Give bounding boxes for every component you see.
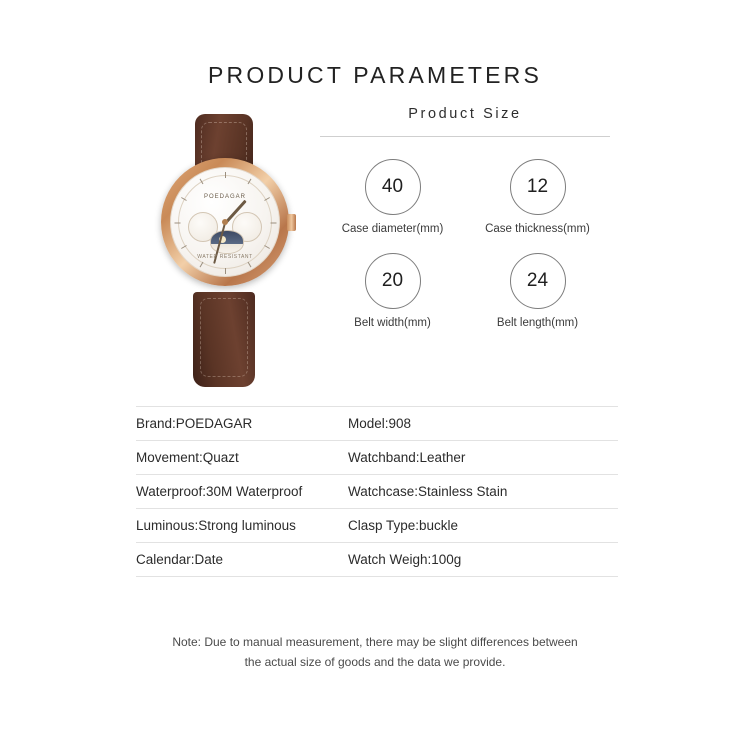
size-item-case-thickness (465, 159, 610, 235)
watch-dial (170, 167, 280, 277)
spec-brand: Brand:POEDAGAR (136, 416, 253, 431)
size-value-circle: 24 (510, 253, 566, 309)
spec-luminous: Luminous:Strong luminous (136, 518, 296, 533)
spec-model: Model:908 (348, 416, 412, 431)
product-size-section (320, 106, 610, 329)
size-item-label: Case thickness(mm) (485, 223, 590, 235)
size-item-label: Case diameter(mm) (341, 223, 444, 235)
watch-case (161, 158, 289, 286)
dial-tick (264, 245, 270, 249)
size-value-circle: 40 (365, 159, 421, 215)
dial-tick (248, 262, 252, 268)
watch-crown-icon (287, 214, 296, 231)
dial-tick (200, 262, 204, 268)
dial-tick (271, 223, 277, 224)
spec-watch-weight: Watch Weigh:100g (348, 552, 462, 567)
product-size-grid (320, 159, 610, 329)
size-item-belt-width (320, 253, 465, 329)
size-value-circle: 20 (365, 253, 421, 309)
spec-clasp-type: Clasp Type:buckle (348, 518, 459, 533)
table-row (136, 475, 618, 509)
note-line-2: the actual size of goods and the data we provide. (244, 655, 506, 669)
size-item-case-diameter (320, 159, 465, 235)
table-row (136, 543, 618, 577)
dial-center-cap (222, 219, 228, 225)
page-title: PRODUCT PARAMETERS (207, 62, 543, 88)
dial-tick (225, 268, 226, 274)
table-row (136, 441, 618, 475)
spec-calendar: Calendar:Date (136, 552, 224, 567)
watch-strap-bottom (193, 292, 255, 387)
spec-movement: Movement:Quazt (136, 450, 239, 465)
size-value-circle: 12 (510, 159, 566, 215)
measurement-note (0, 632, 750, 672)
spec-watchband: Watchband:Leather (348, 450, 466, 465)
spec-watchcase: Watchcase:Stainless Stain (348, 484, 508, 499)
spec-waterproof: Waterproof:30M Waterproof (136, 484, 303, 499)
size-item-belt-length (465, 253, 610, 329)
dial-brand-text: POEDAGAR (203, 194, 246, 200)
dial-tick (175, 223, 181, 224)
table-row (136, 406, 618, 441)
dial-sub-text: WATER RESISTANT (197, 254, 253, 260)
dial-moonphase (210, 230, 244, 254)
note-line-1: Note: Due to manual measurement, there may be slight differences between (172, 635, 578, 649)
size-item-label: Belt length(mm) (496, 317, 579, 329)
product-image (140, 110, 310, 390)
divider (320, 136, 610, 137)
table-row (136, 509, 618, 543)
product-size-title: Product Size (408, 106, 522, 122)
specification-table (136, 406, 618, 577)
size-item-label: Belt width(mm) (354, 317, 431, 329)
dial-tick (225, 172, 226, 178)
